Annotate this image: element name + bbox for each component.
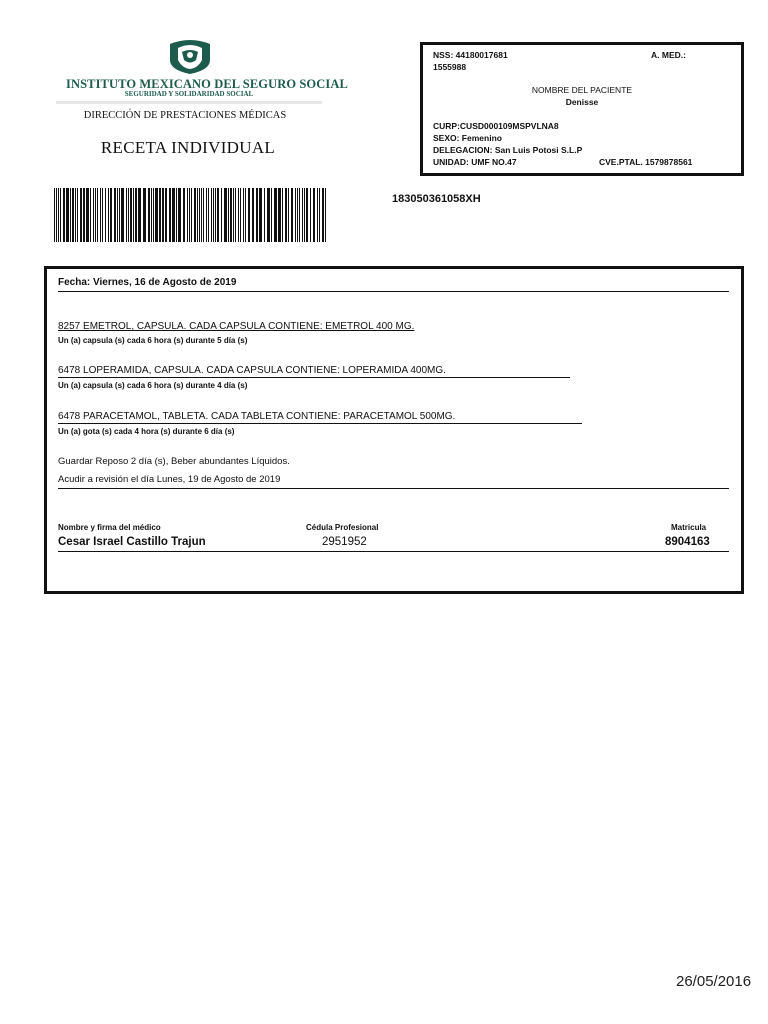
medicine-underline (58, 377, 570, 378)
unidad-field: UNIDAD: UMF NO.47 (433, 157, 517, 167)
curp-field: CURP:CUSD000109MSPVLNA8 (433, 121, 559, 131)
page-title: RECETA INDIVIDUAL (100, 138, 276, 157)
medicine-item: 6478 PARACETAMOL, TABLETA. CADA TABLETA CONTIENE: PARACETAMOL 500MG. (58, 411, 456, 422)
doctor-name: Cesar Israel Castillo Trajun (58, 536, 206, 548)
prescription-box (44, 266, 744, 594)
matricula-value: 8904163 (665, 536, 710, 548)
doctor-name-label: Nombre y firma del médico (58, 523, 161, 532)
folio-number: 183050361058XH (392, 193, 481, 205)
nss-field: NSS: 44180017681 (433, 50, 508, 60)
medicine-item: 6478 LOPERAMIDA, CAPSULA. CADA CAPSULA CONTIENE: LOPERAMIDA 400MG. (58, 365, 446, 376)
instructions-divider (58, 488, 729, 489)
patient-name: Denisse (565, 97, 599, 107)
patient-code: 1555988 (433, 62, 467, 72)
signature-divider (58, 551, 729, 552)
delegacion-field: DELEGACION: San Luis Potosi S.L.P (433, 145, 583, 155)
cedula-value: 2951952 (322, 536, 367, 548)
revision-date: Acudir a revisión el día Lunes, 19 de Agosto de 2019 (58, 474, 281, 485)
barcode-image (54, 188, 328, 242)
medicine-underline (58, 423, 582, 424)
imss-eagle-logo-icon (168, 38, 212, 74)
cedula-label: Cédula Profesional (306, 523, 379, 532)
matricula-label: Matricula (671, 523, 707, 532)
patient-info-box (420, 42, 744, 176)
direction-label: DIRECCIÓN DE PRESTACIONES MÉDICAS (83, 110, 287, 121)
cve-ptal-field: CVE.PTAL. 1579878561 (599, 157, 693, 167)
header-divider (56, 101, 322, 104)
sexo-field: SEXO: Femenino (433, 133, 502, 143)
date-divider (58, 291, 729, 292)
institute-name: INSTITUTO MEXICANO DEL SEGURO SOCIAL (66, 77, 348, 91)
medicine-dose: Un (a) capsula (s) cada 6 hora (s) durante 5 día (s) (58, 336, 248, 345)
patient-name-label: NOMBRE DEL PACIENTE (531, 85, 633, 95)
a-med-field: A. MED.: (651, 50, 686, 60)
institute-tagline: SEGURIDAD Y SOLIDARIDAD SOCIAL (124, 90, 254, 98)
prescription-date: Fecha: Viernes, 16 de Agosto de 2019 (58, 277, 237, 288)
medicine-item: 8257 EMETROL, CAPSULA. CADA CAPSULA CONTIENE: EMETROL 400 MG. (58, 321, 415, 332)
stamp-date: 26/05/2016 (676, 973, 752, 990)
rest-instructions: Guardar Reposo 2 día (s), Beber abundantes Líquidos. (58, 456, 290, 467)
medicine-dose: Un (a) capsula (s) cada 6 hora (s) durante 4 día (s) (58, 381, 248, 390)
medicine-dose: Un (a) gota (s) cada 4 hora (s) durante 6 día (s) (58, 427, 235, 436)
